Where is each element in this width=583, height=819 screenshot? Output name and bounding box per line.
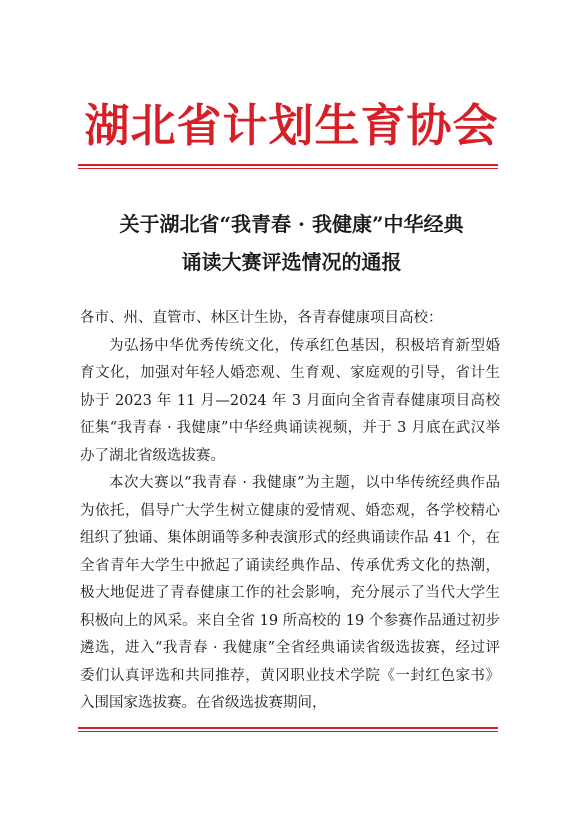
organization-letterhead: 湖北省计划生育协会 — [84, 99, 499, 152]
salutation: 各市、州、直管市、林区计生协，各青春健康项目高校： — [80, 310, 443, 326]
letterhead-red-rule-thin — [78, 168, 498, 169]
document-title-line-1: 关于湖北省“我青春 · 我健康”中华经典 — [119, 212, 464, 236]
footer-red-rule-thin — [78, 731, 498, 732]
body-paragraph-1: 为弘扬中华优秀传统文化，传承红色基因，积极培育新型婚育文化，加强对年轻人婚恋观、生育观、家庭观的引导，省计生协于 2023 年 11 月—2024 年 3 月面向全省青春健康项目高校征集“我青春 · 我健康”中华经典诵读视频，并于 3 月底在武汉举办了湖北省级选拔赛。 — [80, 337, 500, 464]
document-title-line-2: 诵读大赛评选情况的通报 — [181, 250, 402, 274]
document-body — [80, 305, 500, 718]
body-paragraph-2: 本次大赛以“我青春 · 我健康”为主题，以中华传统经典作品为依托，倡导广大学生树立健康的爱情观、婚恋观，各学校精心组织了独诵、集体朗诵等多种表演形式的经典诵读作品 41 个，在全省青年大学生中掀起了诵读经典作品、传承优秀文化的热潮，极大地促进了青春健康工作的社会影响，充分展示了当代大学生积极向上的风采。来自全省 19 所高校的 19 个参赛作品通过初步遴选，进入“我青春 · 我健康”全省经典诵读省级选拔赛，经过评委们认真评选和共同推荐，黄冈职业技术学院《一封红色家书》入围国家选拔赛。在省级选拔赛期间， — [80, 475, 500, 711]
letterhead-red-rule-thick — [78, 164, 498, 166]
footer-red-rule-thick — [78, 727, 498, 729]
